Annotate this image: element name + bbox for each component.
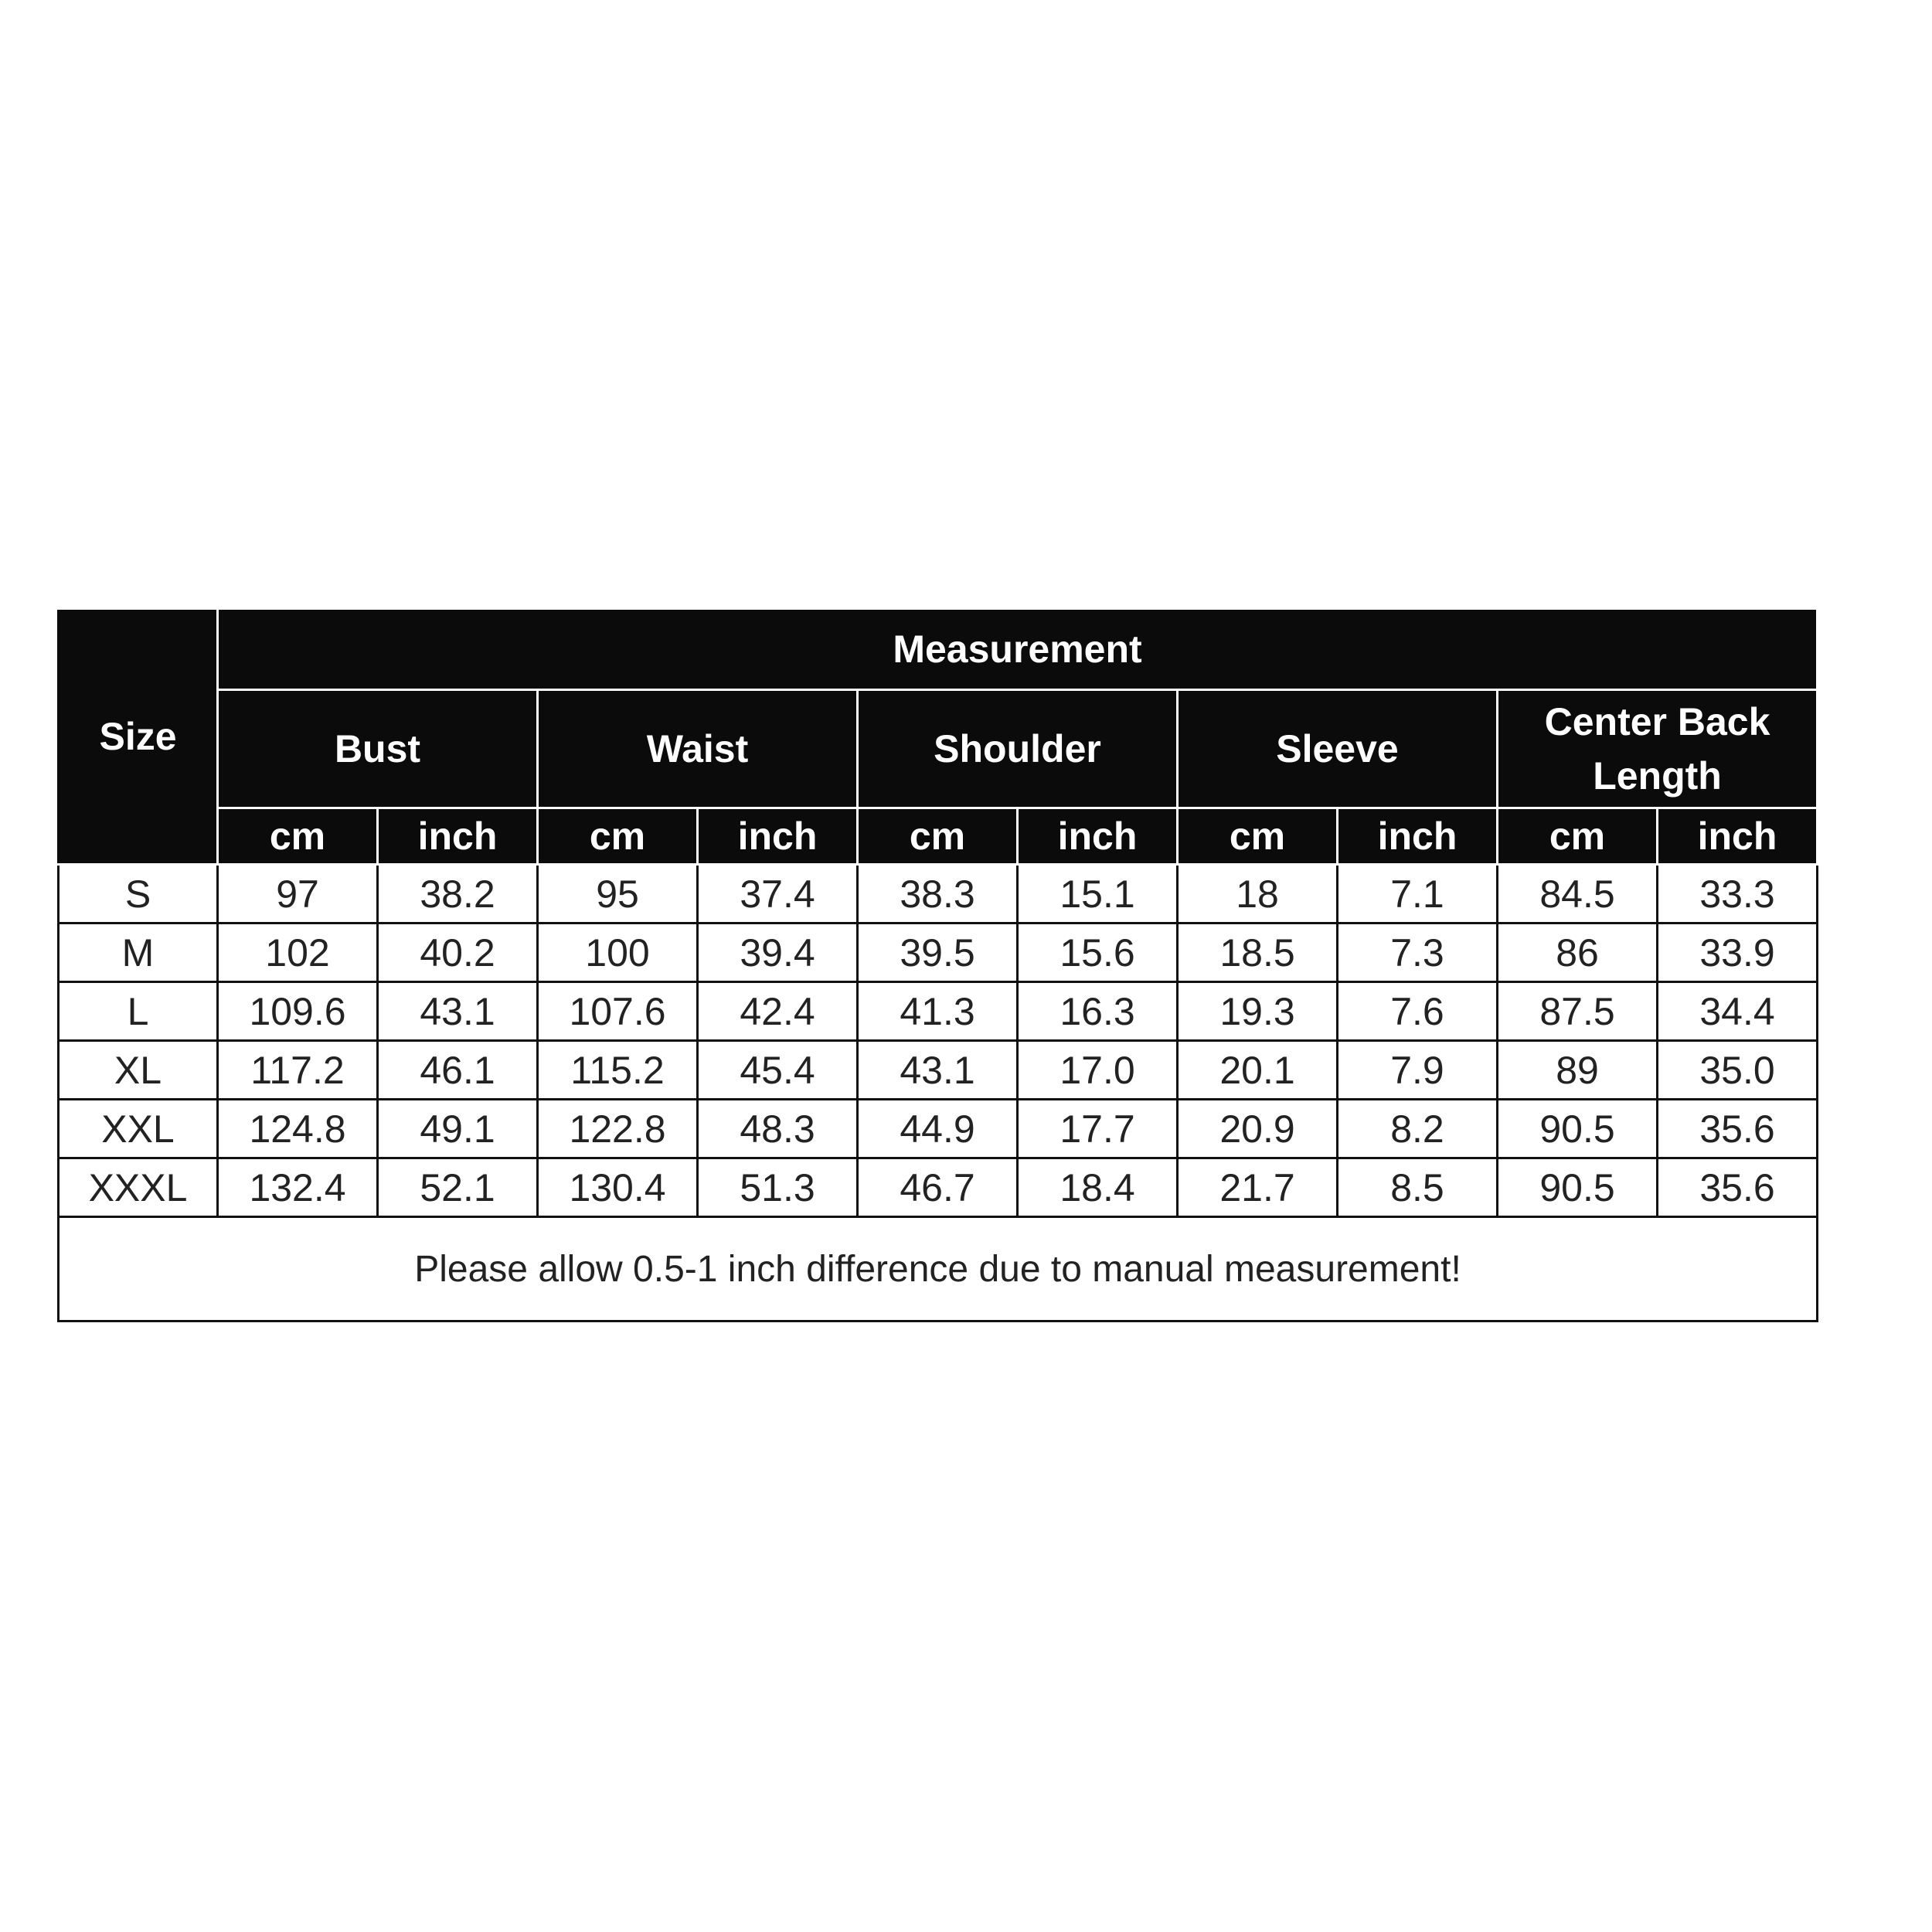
table-cell: 130.4 (538, 1158, 698, 1217)
size-cell: S (59, 865, 218, 923)
table-cell: 20.1 (1178, 1041, 1338, 1100)
unit-header-cm: cm (1178, 808, 1338, 865)
table-cell: 124.8 (218, 1100, 378, 1158)
table-cell: 39.5 (858, 923, 1018, 982)
table-cell: 15.1 (1018, 865, 1178, 923)
table-cell: 17.7 (1018, 1100, 1178, 1158)
table-cell: 33.9 (1658, 923, 1818, 982)
size-chart-table (57, 607, 1818, 1322)
measurement-header: Measurement (218, 609, 1818, 690)
table-cell: 7.1 (1338, 865, 1498, 923)
unit-header-inch: inch (1658, 808, 1818, 865)
size-column-header: Size (59, 609, 218, 865)
table-cell: 89 (1498, 1041, 1658, 1100)
size-cell: XXL (59, 1100, 218, 1158)
unit-header-inch: inch (378, 808, 538, 865)
table-cell: 39.4 (698, 923, 858, 982)
table-row (59, 1100, 1818, 1158)
table-row (59, 1041, 1818, 1100)
table-cell: 87.5 (1498, 982, 1658, 1041)
header-row-measures (59, 690, 1818, 808)
note-row (59, 1217, 1818, 1321)
table-cell: 20.9 (1178, 1100, 1338, 1158)
table-cell: 84.5 (1498, 865, 1658, 923)
table-cell: 100 (538, 923, 698, 982)
shoulder-header: Shoulder (858, 690, 1178, 808)
unit-header-cm: cm (538, 808, 698, 865)
table-cell: 42.4 (698, 982, 858, 1041)
table-cell: 46.7 (858, 1158, 1018, 1217)
size-cell: L (59, 982, 218, 1041)
table-cell: 7.9 (1338, 1041, 1498, 1100)
table-cell: 35.6 (1658, 1158, 1818, 1217)
table-cell: 34.4 (1658, 982, 1818, 1041)
table-cell: 18.4 (1018, 1158, 1178, 1217)
table-cell: 97 (218, 865, 378, 923)
table-cell: 90.5 (1498, 1158, 1658, 1217)
table-cell: 15.6 (1018, 923, 1178, 982)
table-cell: 19.3 (1178, 982, 1338, 1041)
table-cell: 86 (1498, 923, 1658, 982)
table-body (59, 865, 1818, 1321)
table-cell: 43.1 (378, 982, 538, 1041)
table-cell: 21.7 (1178, 1158, 1338, 1217)
unit-header-cm: cm (218, 808, 378, 865)
table-cell: 33.3 (1658, 865, 1818, 923)
table-cell: 18 (1178, 865, 1338, 923)
table-cell: 38.2 (378, 865, 538, 923)
table-cell: 48.3 (698, 1100, 858, 1158)
table-cell: 8.5 (1338, 1158, 1498, 1217)
table-cell: 43.1 (858, 1041, 1018, 1100)
table-cell: 18.5 (1178, 923, 1338, 982)
table-cell: 7.6 (1338, 982, 1498, 1041)
table-cell: 38.3 (858, 865, 1018, 923)
table-cell: 109.6 (218, 982, 378, 1041)
measurement-note: Please allow 0.5-1 inch difference due to manual measurement! (59, 1217, 1818, 1321)
header-row-group (59, 609, 1818, 690)
table-cell: 90.5 (1498, 1100, 1658, 1158)
bust-header: Bust (218, 690, 538, 808)
size-cell: M (59, 923, 218, 982)
center-back-length-header: Center Back Length (1498, 690, 1818, 808)
table-cell: 8.2 (1338, 1100, 1498, 1158)
table-cell: 35.6 (1658, 1100, 1818, 1158)
table-cell: 16.3 (1018, 982, 1178, 1041)
table-header (59, 609, 1818, 865)
table-cell: 117.2 (218, 1041, 378, 1100)
table-cell: 46.1 (378, 1041, 538, 1100)
unit-header-inch: inch (1338, 808, 1498, 865)
table-cell: 37.4 (698, 865, 858, 923)
table-cell: 102 (218, 923, 378, 982)
table-cell: 107.6 (538, 982, 698, 1041)
table-cell: 122.8 (538, 1100, 698, 1158)
size-cell: XL (59, 1041, 218, 1100)
table-cell: 132.4 (218, 1158, 378, 1217)
size-cell: XXXL (59, 1158, 218, 1217)
unit-header-inch: inch (698, 808, 858, 865)
table-cell: 51.3 (698, 1158, 858, 1217)
unit-header-cm: cm (1498, 808, 1658, 865)
table-row (59, 982, 1818, 1041)
table-cell: 45.4 (698, 1041, 858, 1100)
table-row (59, 923, 1818, 982)
table-cell: 52.1 (378, 1158, 538, 1217)
table-cell: 40.2 (378, 923, 538, 982)
table-cell: 35.0 (1658, 1041, 1818, 1100)
table-cell: 7.3 (1338, 923, 1498, 982)
waist-header: Waist (538, 690, 858, 808)
table-cell: 49.1 (378, 1100, 538, 1158)
sleeve-header: Sleeve (1178, 690, 1498, 808)
table-row (59, 865, 1818, 923)
unit-header-cm: cm (858, 808, 1018, 865)
table-cell: 95 (538, 865, 698, 923)
table-cell: 17.0 (1018, 1041, 1178, 1100)
unit-header-inch: inch (1018, 808, 1178, 865)
table-cell: 41.3 (858, 982, 1018, 1041)
table-cell: 115.2 (538, 1041, 698, 1100)
table-row (59, 1158, 1818, 1217)
table-cell: 44.9 (858, 1100, 1018, 1158)
header-row-units (59, 808, 1818, 865)
